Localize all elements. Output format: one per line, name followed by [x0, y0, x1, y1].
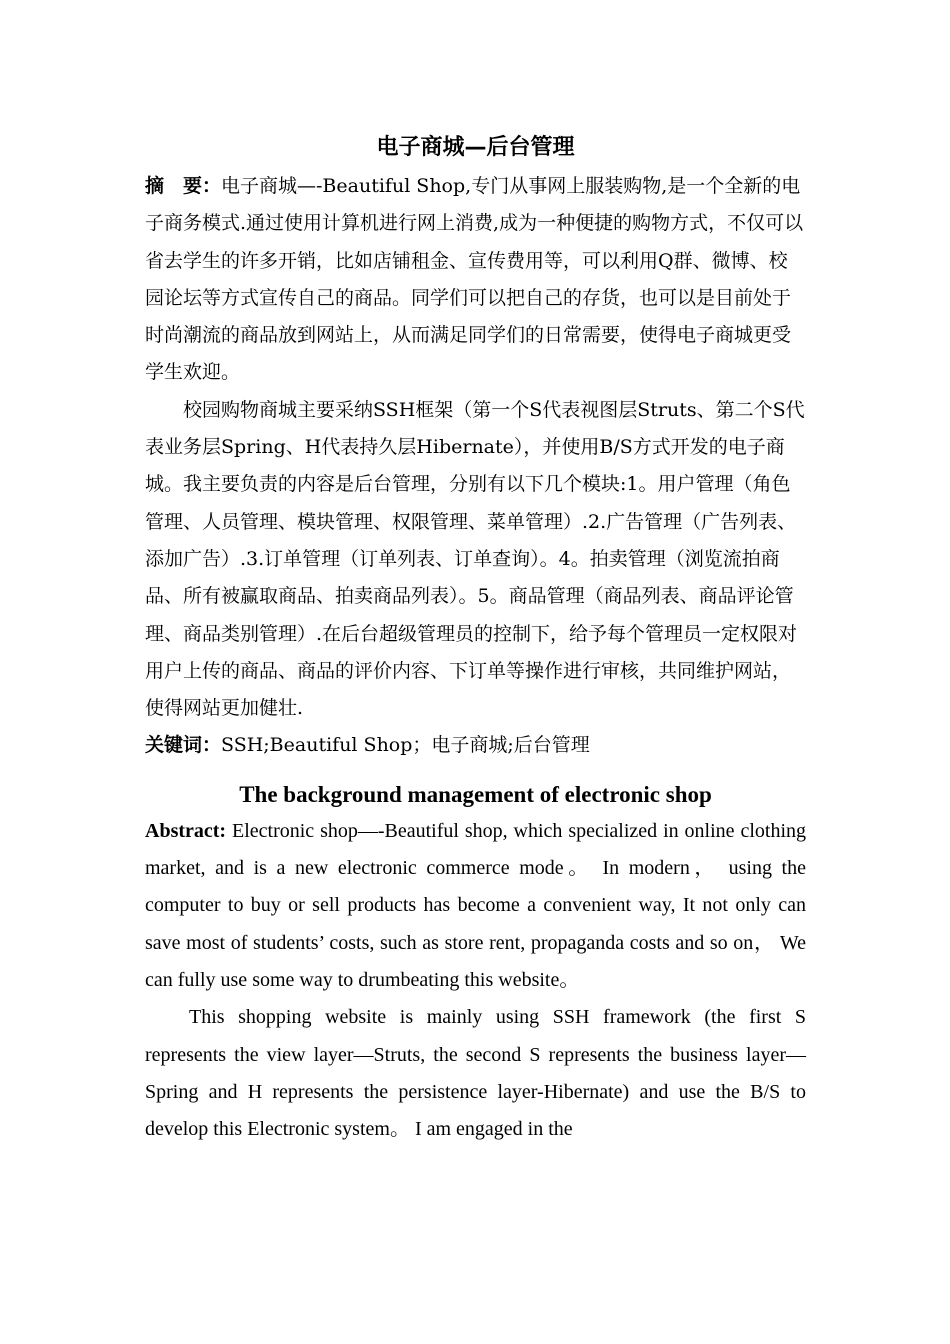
english-abstract-label: Abstract:	[145, 819, 227, 842]
chinese-title: 电子商城—后台管理	[376, 135, 575, 160]
chinese-abstract-text-1: 电子商城—-Beautiful Shop,专门从事网上服装购物,是一个全新的电子商务模式.通过使用计算机进行网上消费,成为一种便捷的购物方式，不仅可以省去学生的许多开销，比如店铺租金、宣传费用等，可以利用Q群、微博、校园论坛等方式宣传自己的商品。同学们可以把自己的存货，也可以是目前处于时尚潮流的商品放到网站上，从而满足同学们的日常需要，使得电子商城更受学生欢迎。	[145, 175, 804, 384]
document-page	[145, 130, 806, 1148]
chinese-abstract-paragraph-2: 校园购物商城主要采纳SSH框架（第一个S代表视图层Struts、第二个S代表业务层Spring、H代表持久层Hibernate），并使用B/S方式开发的电子商城。我主要负责的内容是后台管理，分别有以下几个模块:1。用户管理（角色管理、人员管理、模块管理、权限管理、菜单管理）.2.广告管理（广告列表、添加广告）.3.订单管理（订单列表、订单查询）。4。拍卖管理（浏览流拍商品、所有被赢取商品、拍卖商品列表）。5。商品管理（商品列表、商品评论管理、商品类别管理）.在后台超级管理员的控制下，给予每个管理员一定权限对用户上传的商品、商品的评价内容、下订单等操作进行审核，共同维护网站，使得网站更加健壮.	[145, 398, 805, 720]
chinese-abstract-label: 摘 要：	[145, 175, 222, 197]
chinese-keywords-label: 关键词：	[145, 734, 222, 757]
english-abstract-paragraph-1	[145, 813, 806, 999]
english-abstract-paragraph-2: This shopping website is mainly using SSH framework (the first S represents the view layer—Struts, the second S represents the business layer—Spring and H represents the persistence layer-Hibernate) and use the B/S to develop this Electronic system。 I am engaged in the	[145, 1006, 806, 1141]
chinese-abstract-paragraph-1	[145, 168, 806, 392]
english-abstract-text-1: Electronic shop—-Beautiful shop, which specialized in online clothing market, and is a new electronic commerce mode。 In modern， using the computer to buy or sell products has become a convenient way, It not only can save most of students’ costs, such as store rent, propaganda costs and so on， We can fully use some way to drumbeating this website。	[145, 819, 806, 991]
chinese-keywords-text: SSH;Beautiful Shop；电子商城;后台管理	[221, 734, 590, 757]
chinese-keywords	[145, 727, 806, 764]
english-title: The background management of electronic shop	[239, 781, 712, 807]
